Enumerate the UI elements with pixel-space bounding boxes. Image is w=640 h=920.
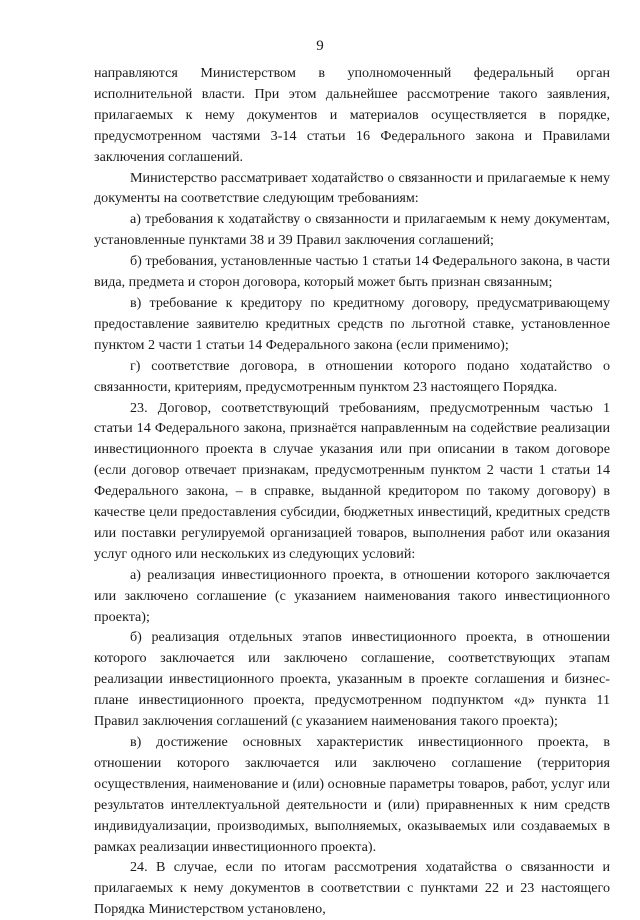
list-item-v: в) требование к кредитору по кредитному договору, предусматривающему предоставление заявителю кредитных средств по льготной ставке, установленное пунктом 2 части 1 статьи 14 Федерального закона (если применимо); (94, 294, 610, 353)
list-item-g: г) соответствие договора, в отношении которого подано ходатайство о связанности, критериям, предусмотренным пунктом 23 настоящего Порядка. (94, 357, 610, 395)
paragraph-23: 23. Договор, соответствующий требованиям, предусмотренным частью 1 статьи 14 Федерального закона, признаётся направленным на содействие реализации инвестиционного проекта в случае указания или при описании в таком договоре (если договор отвечает признакам, предусмотренным пунктом 2 части 1 статьи 14 Федерального закона, – в справке, выданной кредитором по такому договору) в качестве цели предоставления субсидии, бюджетных инвестиций, кредитных средств или поставки регулируемой организацией товаров, выполнения работ или оказания услуг одного или нескольких из следующих условий: (94, 399, 610, 562)
page-number: 9 (316, 38, 324, 54)
list-item-a: а) требования к ходатайству о связанности и прилагаемым к нему документам, установленные пунктами 38 и 39 Правил заключения соглашений; (94, 211, 610, 249)
list-item-23-a: а) реализация инвестиционного проекта, в отношении которого заключается или заключено соглашение (с указанием наименования такого инвестиционного проекта); (94, 566, 610, 625)
list-item-23-b: б) реализация отдельных этапов инвестиционного проекта, в отношении которого заключается или заключено соглашение, соответствующих этапам реализации инвестиционного проекта, указанным в проекте соглашения и бизнес-плане инвестиционного проекта, предусмотренном подпунктом «д» пункта 11 Правил заключения соглашений (с указанием наименования такого проекта); (94, 629, 610, 730)
paragraph-24: 24. В случае, если по итогам рассмотрения ходатайства о связанности и прилагаемых к нему документов в соответствии с пунктами 22 и 23 настоящего Порядка Министерством установлено, (94, 859, 610, 918)
paragraph-ministry-review: Министерство рассматривает ходатайство о связанности и прилагаемые к нему документы на соответствие следующим требованиям: (94, 169, 610, 207)
paragraph-continuation: направляются Министерством в уполномоченный федеральный орган исполнительной власти. При этом дальнейшее рассмотрение такого заявления, прилагаемых к нему документов и материалов осуществляется в порядке, предусмотренном частями 3-14 статьи 16 Федерального закона и Правилами заключения соглашений. (94, 65, 610, 165)
document-body (94, 63, 610, 920)
list-item-b: б) требования, установленные частью 1 статьи 14 Федерального закона, в части вида, предмета и сторон договора, который может быть признан связанным; (94, 253, 610, 291)
list-item-23-v: в) достижение основных характеристик инвестиционного проекта, в отношении которого заключается или заключено соглашение (территория осуществления, наименование и (или) основные параметры товаров, работ, услуг или результатов интеллектуальной деятельности и (или) приравненных к ним средств индивидуализации, производимых, выполняемых, оказываемых или создаваемых в рамках реализации инвестиционного проекта). (94, 734, 610, 855)
